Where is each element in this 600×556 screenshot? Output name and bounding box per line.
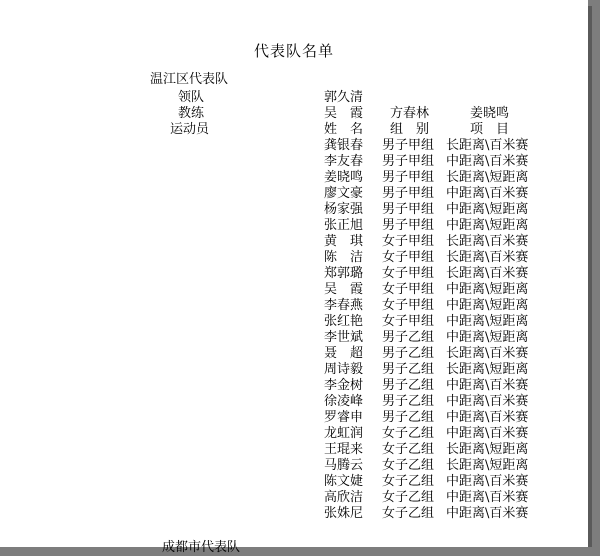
athlete-group: 女子乙组 (382, 490, 435, 505)
table-row (0, 410, 588, 426)
athlete-event: 中距离\百米赛 (446, 394, 529, 409)
athlete-event: 中距离\短距离 (446, 282, 529, 297)
table-row (0, 362, 588, 378)
column-header-group: 组 别 (390, 122, 430, 137)
athlete-group: 男子乙组 (382, 362, 435, 377)
table-row (0, 218, 588, 234)
table-row (0, 458, 588, 474)
athlete-name: 姜晓鸣 (324, 170, 364, 185)
athlete-group: 女子甲组 (382, 234, 435, 249)
table-row (0, 282, 588, 298)
athlete-group: 女子乙组 (382, 458, 435, 473)
athlete-group: 男子甲组 (382, 154, 435, 169)
athlete-event: 中距离\百米赛 (446, 426, 529, 441)
document-title: 代表队名单 (253, 42, 334, 60)
team-name: 温江区代表队 (150, 72, 229, 87)
table-row (0, 234, 588, 250)
coach-label: 教练 (178, 106, 205, 121)
athlete-event: 中距离\短距离 (446, 218, 529, 233)
athlete-event: 长距离\百米赛 (446, 346, 529, 361)
athlete-group: 女子乙组 (382, 474, 435, 489)
athlete-name: 张正旭 (324, 218, 364, 233)
athlete-name: 郑郭璐 (324, 266, 364, 281)
athlete-event: 长距离\短距离 (446, 442, 529, 457)
athlete-name: 李春燕 (324, 298, 364, 313)
table-row (0, 186, 588, 202)
athlete-name: 聂 超 (324, 346, 364, 361)
athlete-name: 王琨来 (324, 442, 364, 457)
athlete-event: 中距离\百米赛 (446, 474, 529, 489)
athlete-name: 张姝尼 (324, 506, 364, 521)
athlete-group: 男子甲组 (382, 202, 435, 217)
table-row (0, 138, 588, 154)
athlete-event: 长距离\短距离 (446, 170, 529, 185)
table-row (0, 170, 588, 186)
athlete-name: 李世斌 (324, 330, 364, 345)
athlete-name: 龙虹润 (324, 426, 364, 441)
table-row (0, 330, 588, 346)
athlete-group: 女子甲组 (382, 266, 435, 281)
athlete-name: 陈文婕 (324, 474, 364, 489)
athlete-name: 李金树 (324, 378, 364, 393)
athlete-name: 龚银春 (324, 138, 364, 153)
athlete-name: 高欣洁 (324, 490, 364, 505)
column-header-name: 姓 名 (324, 122, 364, 137)
athlete-group: 女子甲组 (382, 250, 435, 265)
athlete-event: 中距离\百米赛 (446, 378, 529, 393)
leader-label: 领队 (178, 90, 205, 105)
athlete-event: 中距离\短距离 (446, 298, 529, 313)
coach-name: 方春林 (390, 106, 430, 121)
athlete-event: 长距离\百米赛 (446, 234, 529, 249)
athlete-group: 女子甲组 (382, 314, 435, 329)
athlete-group: 男子甲组 (382, 170, 435, 185)
table-row (0, 202, 588, 218)
table-row (0, 298, 588, 314)
table-row (0, 266, 588, 282)
athlete-event: 中距离\百米赛 (446, 186, 529, 201)
athlete-name: 李友春 (324, 154, 364, 169)
table-row (0, 426, 588, 442)
coach-name: 姜晓鸣 (470, 106, 510, 121)
athlete-event: 长距离\短距离 (446, 362, 529, 377)
leader-name: 郭久清 (324, 90, 364, 105)
athlete-group: 女子甲组 (382, 282, 435, 297)
athlete-group: 女子乙组 (382, 442, 435, 457)
table-row (0, 442, 588, 458)
athlete-name: 吴 霞 (324, 282, 364, 297)
athlete-event: 中距离\百米赛 (446, 410, 529, 425)
table-row (0, 506, 588, 522)
coach-name: 吴 霞 (324, 106, 364, 121)
athlete-group: 男子甲组 (382, 186, 435, 201)
table-row (0, 346, 588, 362)
athlete-group: 男子甲组 (382, 218, 435, 233)
athlete-event: 中距离\短距离 (446, 202, 529, 217)
table-row (0, 394, 588, 410)
table-row (0, 314, 588, 330)
athlete-event: 长距离\短距离 (446, 458, 529, 473)
athlete-group: 男子乙组 (382, 378, 435, 393)
athlete-event: 中距离\百米赛 (446, 506, 529, 521)
athlete-event: 中距离\百米赛 (446, 154, 529, 169)
athlete-name: 马腾云 (324, 458, 364, 473)
athlete-group: 女子甲组 (382, 298, 435, 313)
athlete-name: 周诗毅 (324, 362, 364, 377)
table-row (0, 250, 588, 266)
page-shadow (588, 6, 592, 547)
table-row (0, 490, 588, 506)
athlete-event: 中距离\短距离 (446, 314, 529, 329)
athlete-name: 徐凌峰 (324, 394, 364, 409)
athlete-group: 男子乙组 (382, 410, 435, 425)
athlete-group: 女子乙组 (382, 426, 435, 441)
athlete-name: 罗睿申 (324, 410, 364, 425)
athlete-name: 陈 洁 (324, 250, 364, 265)
athlete-group: 女子乙组 (382, 506, 435, 521)
athlete-group: 男子甲组 (382, 138, 435, 153)
athlete-event: 长距离\百米赛 (446, 138, 529, 153)
athlete-group: 男子乙组 (382, 394, 435, 409)
table-row (0, 154, 588, 170)
athlete-group: 男子乙组 (382, 330, 435, 345)
athlete-name: 廖文豪 (324, 186, 364, 201)
athletes-label: 运动员 (170, 122, 210, 137)
athlete-name: 杨家强 (324, 202, 364, 217)
next-team-partial: 成都市代表队 (162, 540, 241, 555)
athlete-event: 中距离\百米赛 (446, 490, 529, 505)
athlete-event: 长距离\百米赛 (446, 250, 529, 265)
athlete-event: 中距离\短距离 (446, 330, 529, 345)
athlete-group: 男子乙组 (382, 346, 435, 361)
athlete-name: 张红艳 (324, 314, 364, 329)
athlete-event: 长距离\百米赛 (446, 266, 529, 281)
table-row (0, 474, 588, 490)
table-row (0, 378, 588, 394)
column-header-event: 项 目 (470, 122, 510, 137)
athlete-name: 黄 琪 (324, 234, 364, 249)
